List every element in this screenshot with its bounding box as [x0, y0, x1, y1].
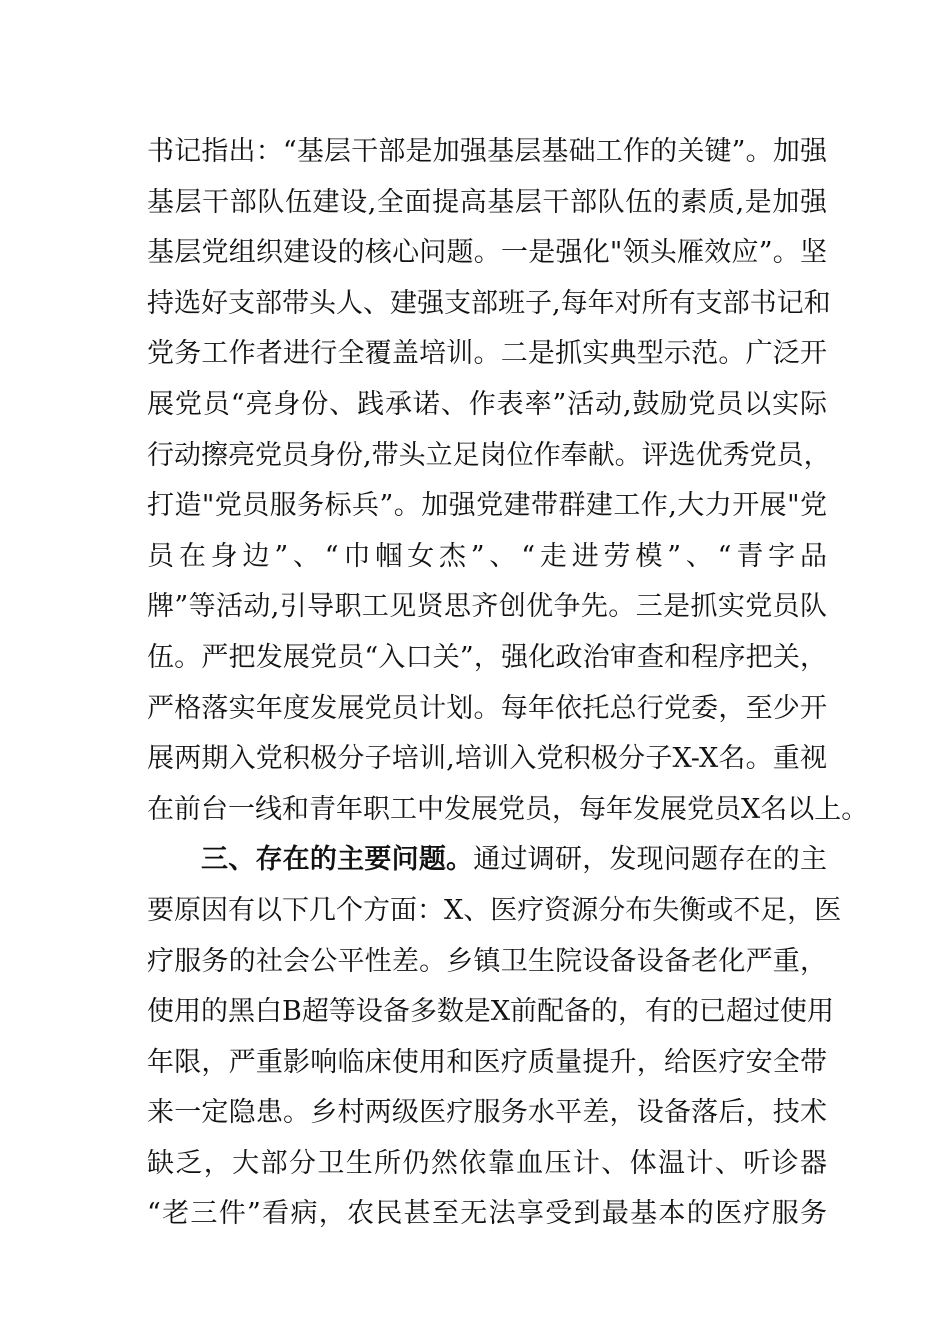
- text-line: 伍。严把发展党员“入口关”，强化政治审查和程序把关，: [147, 641, 827, 673]
- section-heading: 三、存在的主要问题。: [201, 844, 474, 876]
- text-line: 缺乏，大部分卫生所仍然依靠血压计、体温计、听诊器: [147, 1147, 827, 1179]
- text-line: 来一定隐患。乡村两级医疗服务水平差，设备落后，技术: [147, 1097, 827, 1129]
- text-line: 使用的黑白B超等设备多数是X前配备的，有的已超过使用: [147, 996, 835, 1028]
- text-line: 打造"党员服务标兵”。加强党建带群建工作,大力开展"党: [147, 490, 827, 522]
- text-line: 疗服务的社会公平性差。乡镇卫生院设备设备老化严重，: [147, 945, 827, 977]
- section-heading-line: [147, 835, 827, 886]
- body-text: [147, 127, 869, 1240]
- text-line: 展党员“亮身份、践承诺、作表率”活动,鼓励党员以实际: [147, 388, 827, 420]
- text-line: 展两期入党积极分子培训,培训入党积极分子X-X名。重视: [147, 743, 827, 775]
- text-line: 要原因有以下几个方面：X、医疗资源分布失衡或不足，医: [147, 894, 842, 926]
- text-line: 行动擦亮党员身份,带头立足岗位作奉献。评选优秀党员，: [147, 439, 831, 471]
- text-line: 严格落实年度发展党员计划。每年依托总行党委，至少开: [147, 692, 827, 724]
- text-line: 年限，严重影响临床使用和医疗质量提升，给医疗安全带: [147, 1046, 827, 1078]
- text-line: 基层党组织建设的核心问题。一是强化"领头雁效应”。坚: [147, 237, 827, 269]
- text-line: 员在身边”、“巾帼女杰”、“走进劳模”、“青字品: [147, 540, 827, 572]
- text-line: “老三件”看病，农民甚至无法享受到最基本的医疗服务: [147, 1198, 827, 1230]
- text-line: 持选好支部带头人、建强支部班子,每年对所有支部书记和: [147, 287, 831, 319]
- text-line: 基层干部队伍建设,全面提高基层干部队伍的素质,是加强: [147, 186, 827, 218]
- text-line: 书记指出：“基层干部是加强基层基础工作的关键”。加强: [147, 136, 827, 167]
- text-line: 党务工作者进行全覆盖培训。二是抓实典型示范。广泛开: [147, 338, 827, 370]
- text-line: 在前台一线和青年职工中发展党员，每年发展党员X名以上。: [147, 793, 869, 825]
- text-line: 牌”等活动,引导职工见贤思齐创优争先。三是抓实党员队: [147, 591, 827, 623]
- section-heading-rest: 通过调研，发现问题存在的主: [473, 844, 828, 876]
